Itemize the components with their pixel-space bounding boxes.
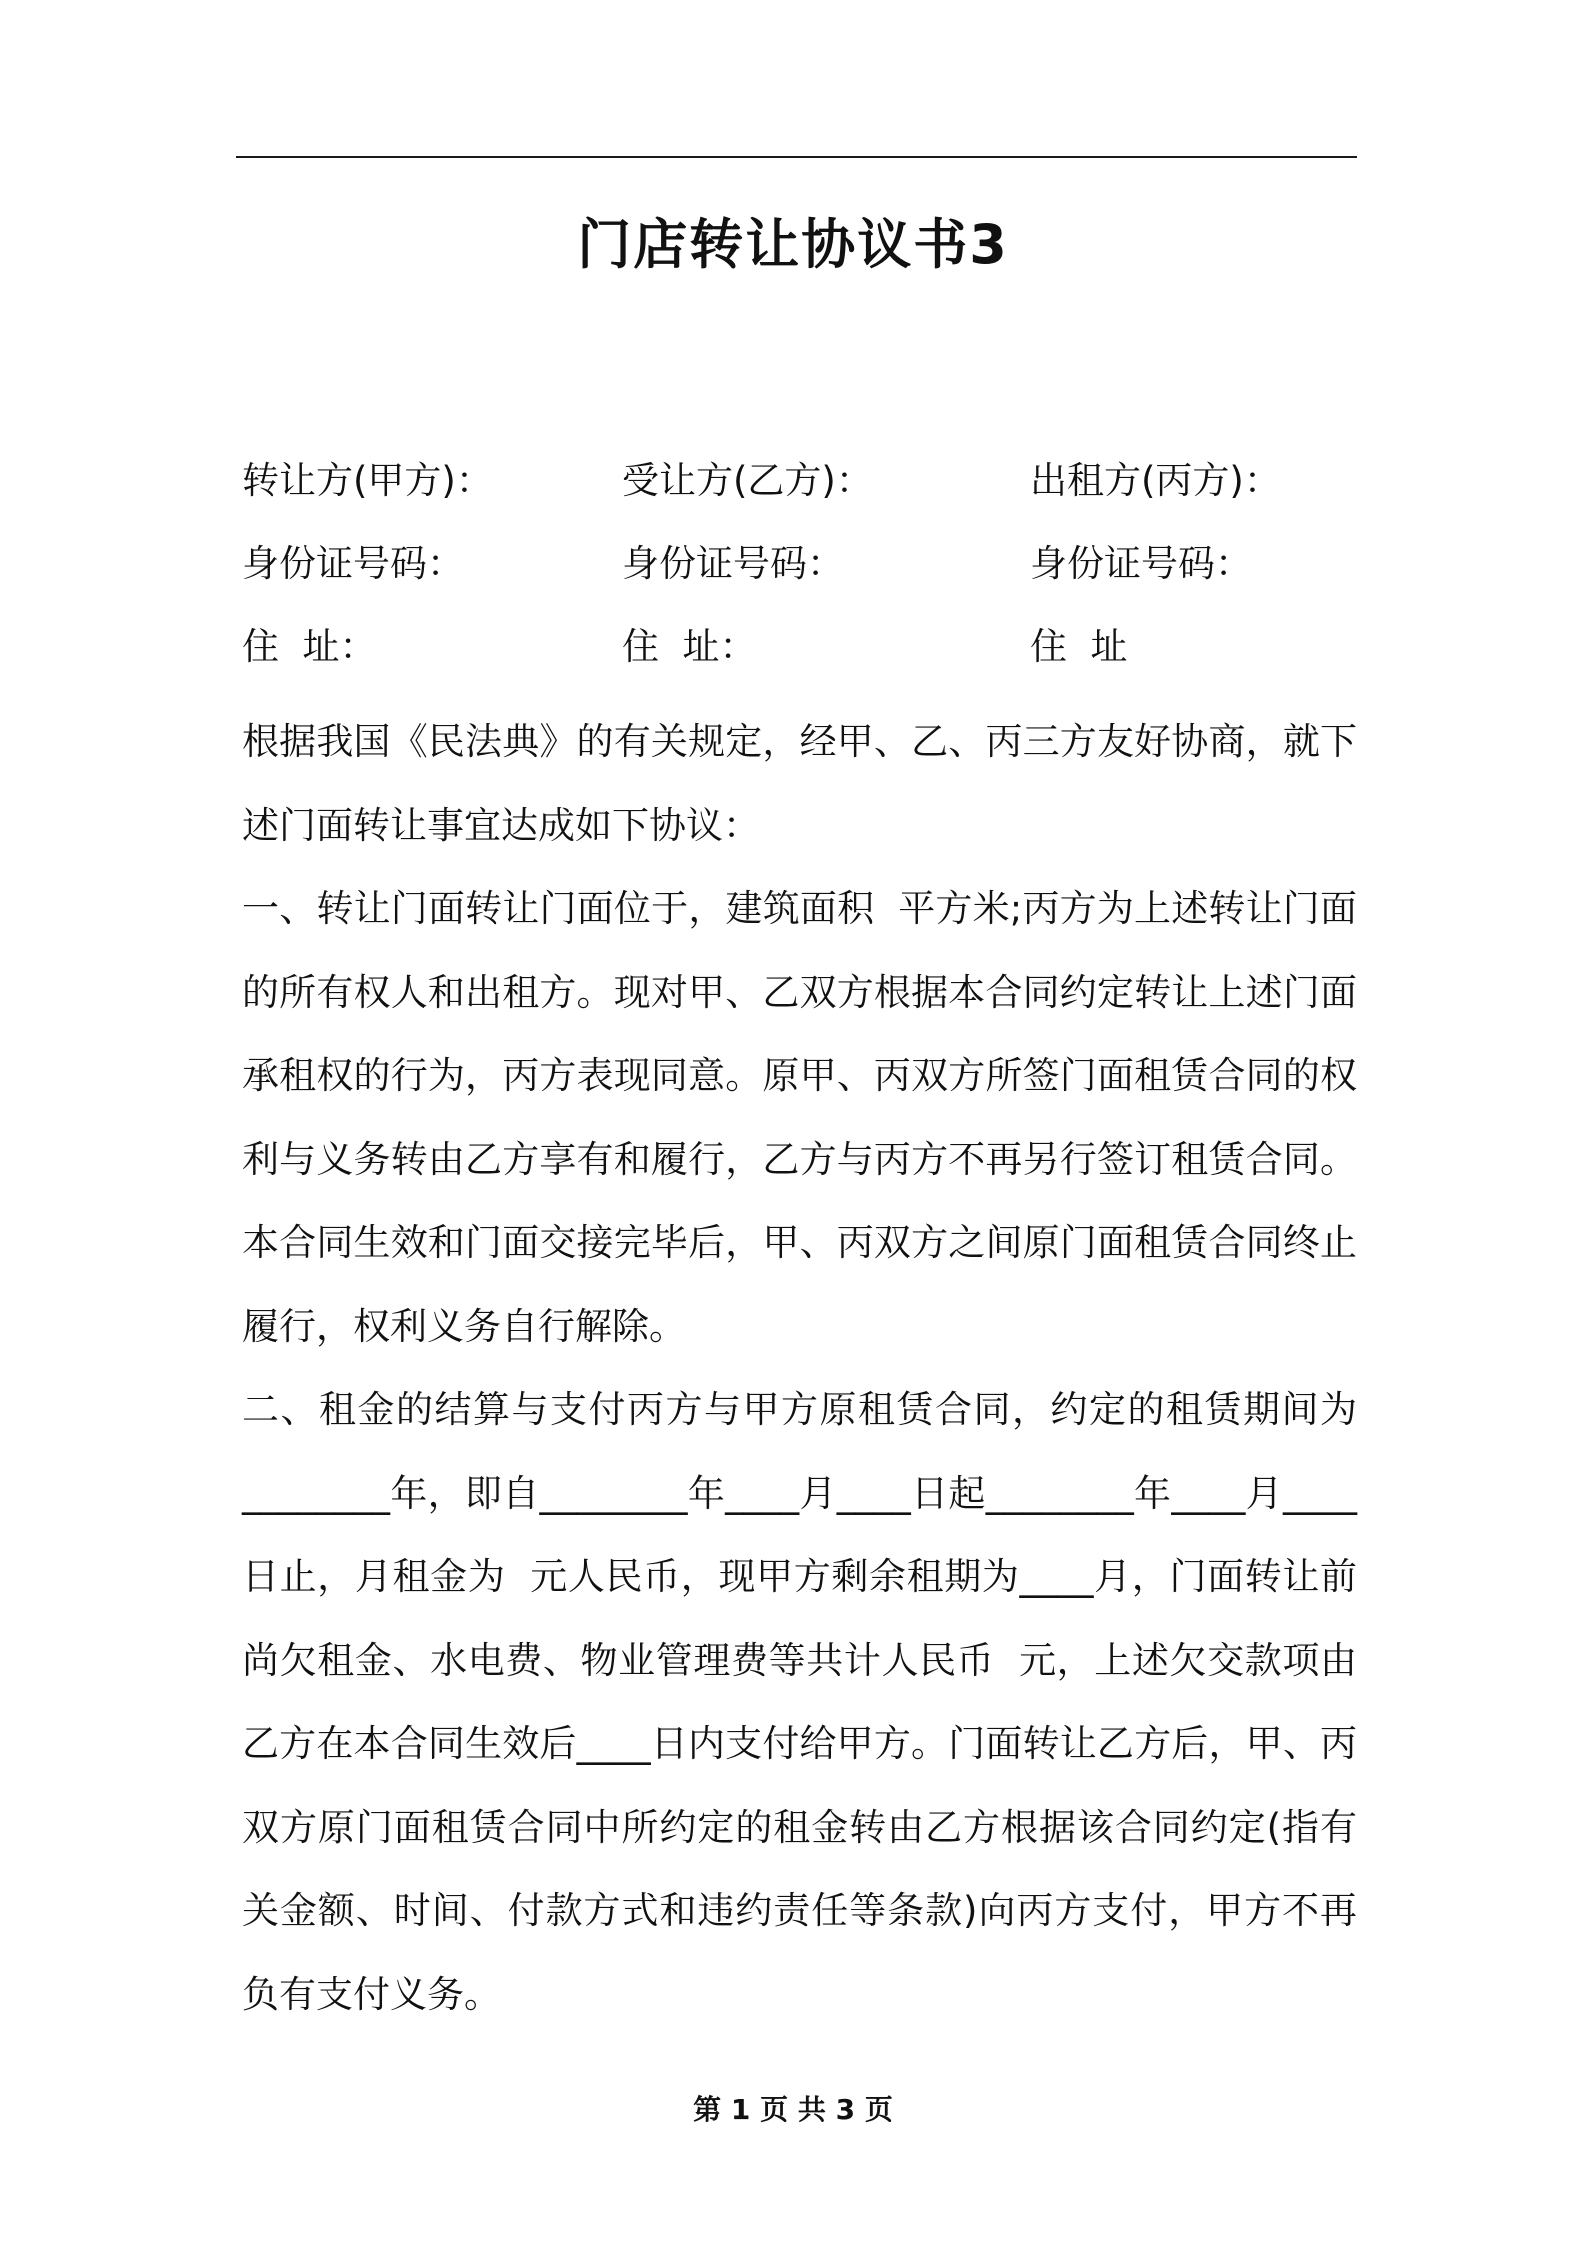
page-number: 第 1 页 共 3 页 [693, 2093, 893, 2126]
transferee-id-label: 身份证号码： [622, 542, 844, 585]
lessor-label: 出租方(丙方)： [1030, 459, 1281, 502]
transferor-label: 转让方(甲方)： [242, 459, 493, 502]
party-row-names [242, 451, 1362, 511]
header-rule [236, 156, 1357, 158]
lessor-id-label: 身份证号码： [1030, 542, 1252, 585]
clause-two-paragraph: 二、租金的结算与支付丙方与甲方原租赁合同，约定的租赁期间为________年，即自________年____月____日起________年____月____日止，月租金为 元人民币，现甲方剩余租期为____月，门面转让前尚欠租金、水电费、物业管理费等共计人民币 元，上述欠交款项由乙方在本合同生效后____日内支付给甲方。门面转让乙方后，甲、丙双方原门面租赁合同中所约定的租金转由乙方根据该合同约定(指有关金额、时间、付款方式和违约责任等条款)向丙方支付，甲方不再负有支付义务。 [242, 1388, 1357, 2016]
party-row-id-numbers [242, 534, 1362, 594]
clause-one-paragraph: 一、转让门面转让门面位于，建筑面积 平方米;丙方为上述转让门面的所有权人和出租方。现对甲、乙双方根据本合同约定转让上述门面承租权的行为，丙方表现同意。原甲、丙双方所签门面租赁合同的权利与义务转由乙方享有和履行，乙方与丙方不再另行签订租赁合同。本合同生效和门面交接完毕后，甲、丙双方之间原门面租赁合同终止履行，权利义务自行解除。 [242, 887, 1357, 1348]
document-title: 门店转让协议书3 [577, 213, 1009, 276]
transferor-address-label: 住 址： [242, 625, 377, 668]
lessor-address-label: 住 址 [1030, 625, 1128, 668]
preamble-paragraph: 根据我国《民法典》的有关规定，经甲、乙、丙三方友好协商，就下述门面转让事宜达成如下协议： [242, 720, 1357, 847]
transferee-address-label: 住 址： [622, 625, 757, 668]
transferee-label: 受让方(乙方)： [622, 459, 873, 502]
party-row-addresses [242, 617, 1362, 677]
agreement-body [242, 700, 1357, 2036]
transferor-id-label: 身份证号码： [242, 542, 464, 585]
